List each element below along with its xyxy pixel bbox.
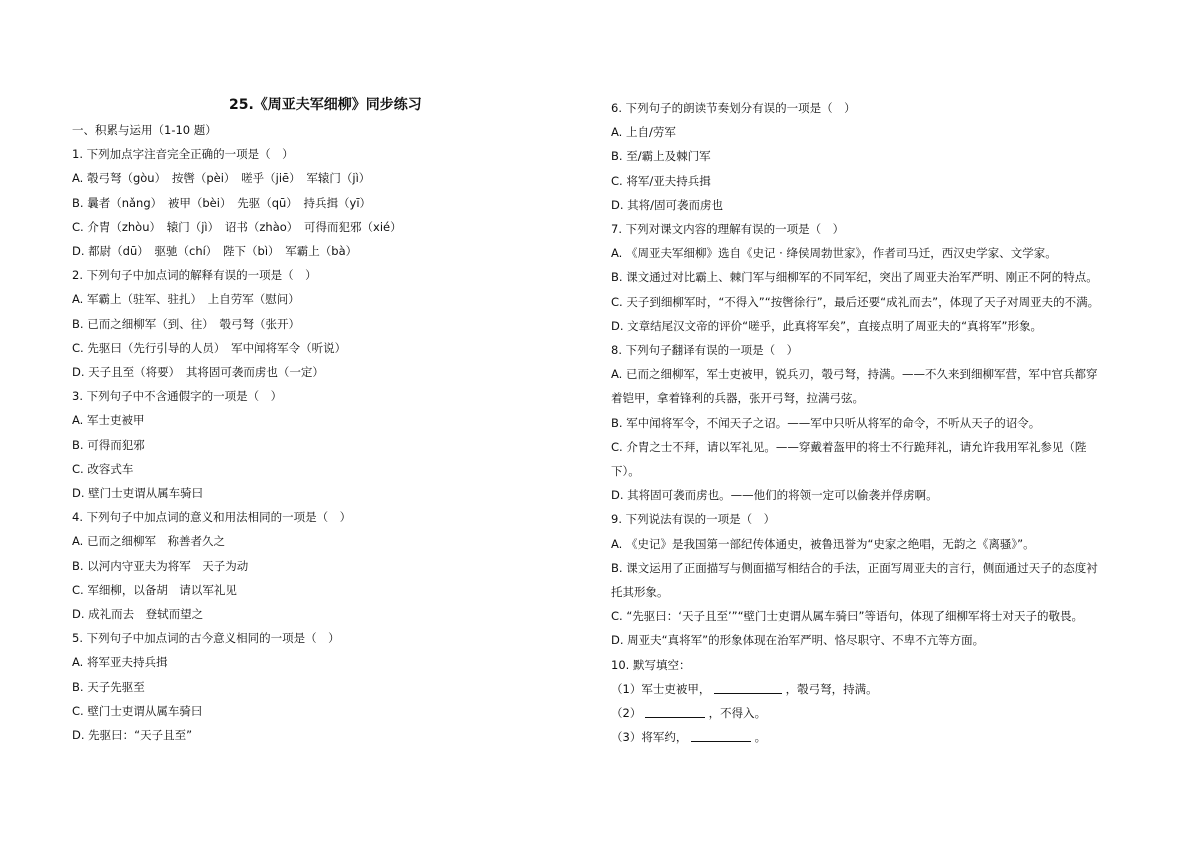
q1-option-b: B. 曩者（nǎng） 被甲（bèi） 先驱（qū） 持兵揖（yī） (72, 195, 372, 210)
q4-option-a: A. 已而之细柳军 称善者久之 (72, 534, 225, 549)
q4-option-b: B. 以河内守亚夫为将军 天子为动 (72, 558, 249, 573)
question-7: 7. 下列对课文内容的理解有误的一项是（ ） (611, 222, 845, 237)
q8-option-c-cont: 下）。 (611, 464, 640, 479)
right-column (611, 96, 1141, 749)
q3-option-d: D. 壁门士吏谓从属车骑曰 (72, 486, 204, 501)
question-1: 1. 下列加点字注音完全正确的一项是（ ） (72, 147, 294, 162)
q5-option-c: C. 壁门士吏谓从属车骑曰 (72, 703, 203, 718)
blank-2 (645, 705, 705, 718)
question-6: 6. 下列句子的朗读节奏划分有误的一项是（ ） (611, 101, 856, 115)
q6-option-c: C. 将军/亚夫持兵揖 (611, 173, 711, 188)
q2-option-a: A. 军霸上（驻军、驻扎） 上自劳军（慰问） (72, 292, 300, 307)
q7-option-d: D. 文章结尾汉文帝的评价“嗟乎，此真将军矣”，直接点明了周亚夫的“真将军”形象。 (611, 318, 1042, 333)
fill-3-before: （3）将军约， (611, 730, 688, 745)
q9-option-b-cont: 托其形象。 (611, 585, 669, 600)
q3-option-a: A. 军士吏被甲 (72, 413, 145, 428)
fill-blank-3 (611, 725, 1141, 749)
q1-option-d: D. 都尉（dū） 驱驰（chí） 陛下（bì） 军霸上（bà） (72, 244, 358, 259)
q8-option-a: A. 已而之细柳军，军士吏被甲，锐兵刃，彀弓弩，持满。——不久来到细柳军营，军中官兵都穿 (611, 367, 1098, 382)
q1-option-c: C. 介胄（zhòu） 辕门（jì） 诏书（zhào） 可得而犯邪（xié） (72, 219, 402, 234)
q9-option-d: D. 周亚夫“真将军”的形象体现在治军严明、恪尽职守、不卑不亢等方面。 (611, 633, 985, 648)
q5-option-d: D. 先驱曰：“天子且至” (72, 728, 193, 743)
left-column (72, 96, 578, 747)
q4-option-c: C. 军细柳，以备胡 请以军礼见 (72, 582, 237, 597)
q6-option-b: B. 至/霸上及棘门军 (611, 149, 711, 164)
q6-option-d: D. 其将/固可袭而虏也 (611, 197, 724, 212)
q5-option-b: B. 天子先驱至 (72, 679, 145, 694)
q3-option-b: B. 可得而犯邪 (72, 437, 145, 452)
q3-option-c: C. 改容式车 (72, 461, 134, 476)
q2-option-d: D. 天子且至（将要） 其将固可袭而虏也（一定） (72, 365, 324, 380)
fill-1-before: （1）军士吏被甲， (611, 681, 711, 696)
page-title: 25.《周亚夫军细柳》同步练习 (229, 97, 422, 113)
fill-blank-2 (611, 701, 1141, 725)
fill-2-after: ，不得入。 (708, 706, 767, 721)
q5-option-a: A. 将军亚夫持兵揖 (72, 655, 168, 670)
fill-1-after: ，彀弓弩，持满。 (785, 681, 878, 696)
q8-option-d: D. 其将固可袭而虏也。——他们的将领一定可以偷袭并俘虏啊。 (611, 488, 938, 503)
q9-option-a: A. 《史记》是我国第一部纪传体通史，被鲁迅誉为“史家之绝唱，无韵之《离骚》”。 (611, 536, 1035, 551)
q8-option-a-cont: 着铠甲，拿着锋利的兵器，张开弓弩，拉满弓弦。 (611, 391, 864, 406)
q2-option-c: C. 先驱曰（先行引导的人员） 军中闻将军令（听说） (72, 340, 347, 355)
question-3: 3. 下列句子中不含通假字的一项是（ ） (72, 389, 283, 404)
section-heading: 一、积累与运用（1-10 题） (72, 123, 217, 137)
q8-option-c: C. 介胄之士不拜，请以军礼见。——穿戴着盔甲的将士不行跪拜礼，请允许我用军礼参见（陛 (611, 439, 1087, 454)
question-9: 9. 下列说法有误的一项是（ ） (611, 512, 776, 527)
question-5: 5. 下列句子中加点词的古今意义相同的一项是（ ） (72, 631, 340, 646)
q8-option-b: B. 军中闻将军令，不闻天子之诏。——军中只听从将军的命令，不听从天子的诏令。 (611, 415, 1041, 430)
fill-2-before: （2） (611, 706, 642, 721)
fill-blank-1 (611, 677, 1141, 701)
q7-option-c: C. 天子到细柳军时，“不得入”“按辔徐行”，最后还要“成礼而去”，体现了天子对周亚夫的不满。 (611, 294, 1100, 309)
question-4: 4. 下列句子中加点词的意义和用法相同的一项是（ ） (72, 510, 352, 525)
fill-3-after: 。 (754, 730, 767, 745)
blank-1 (714, 681, 782, 694)
q6-option-a: A. 上自/劳军 (611, 125, 676, 140)
question-8: 8. 下列句子翻译有误的一项是（ ） (611, 343, 799, 358)
question-10: 10. 默写填空： (611, 657, 691, 672)
q9-option-c: C. “先驱曰：‘天子且至’”“壁门士吏谓从属车骑曰”等语句，体现了细柳军将士对天子的敬畏。 (611, 609, 1083, 624)
q2-option-b: B. 已而之细柳军（到、往） 彀弓弩（张开） (72, 316, 300, 331)
q7-option-b: B. 课文通过对比霸上、棘门军与细柳军的不同军纪，突出了周亚夫治军严明、刚正不阿的特点。 (611, 270, 1098, 285)
q9-option-b: B. 课文运用了正面描写与侧面描写相结合的手法，正面写周亚夫的言行，侧面通过天子的态度衬 (611, 560, 1098, 575)
question-2: 2. 下列句子中加点词的解释有误的一项是（ ） (72, 268, 317, 283)
blank-3 (691, 729, 751, 742)
q7-option-a: A. 《周亚夫军细柳》选自《史记 · 绛侯周勃世家》，作者司马迁，西汉史学家、文学家。 (611, 246, 1057, 261)
q4-option-d: D. 成礼而去 登轼而望之 (72, 607, 204, 622)
q1-option-a: A. 彀弓弩（gòu） 按辔（pèi） 嗟乎（jiē） 军辕门（jì） (72, 171, 371, 186)
